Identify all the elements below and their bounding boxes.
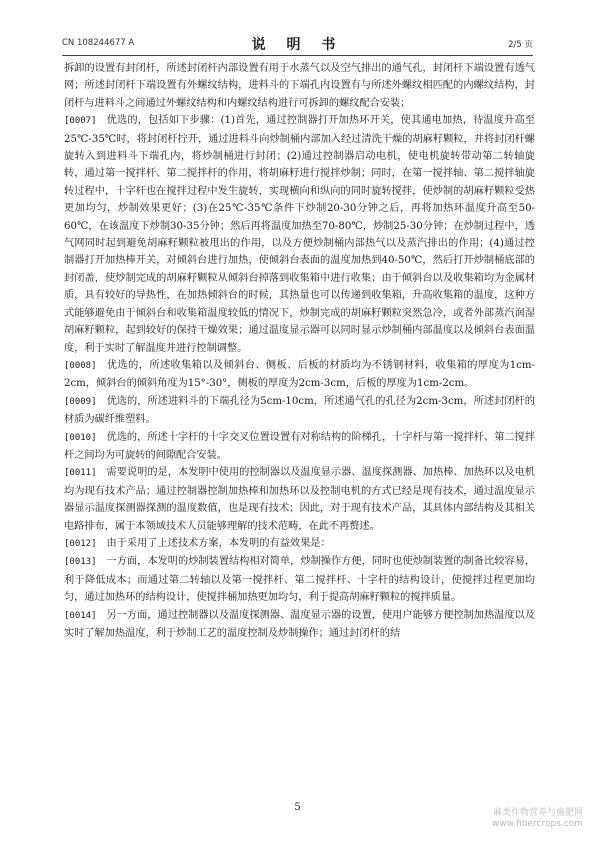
paragraph-0010 [64,429,535,465]
paragraph-number: [0014] [64,610,97,621]
paragraph-0008 [64,357,535,393]
paragraph-number: [0012] [64,538,97,549]
paragraph-0007 [64,112,535,357]
document-title: 说 明 书 [251,37,344,53]
paragraph-0011 [64,464,535,535]
paragraph-number: [0009] [64,396,97,407]
patent-number: CN 108244677 A [62,38,135,48]
paragraph-text: 优选的，所述进料斗的下端孔径为5cm-10cm，所述通气孔的孔径为2cm-3cm，所述封闭杆的材质为碳纤维塑料。 [64,395,535,426]
document-body [64,60,535,642]
paragraph-text: 优选的，所述收集箱以及倾斜台、侧板、后板的材质均为不锈钢材料，收集箱的厚度为1cm-2cm，倾斜台的倾斜角度为15°-30°，侧板的厚度为2cm-3cm，后板的厚度为1cm-2cm。 [64,359,535,390]
paragraph-text: 优选的，包括如下步骤：(1)首先，通过控制器打开加热环开关，使其通电加热，待温度升高至25℃-35℃时，将封闭杆拧开，通过进料斗向炒制桶内部加入经过清洗干燥的胡麻籽颗粒，并将封闭杆螺旋转入到进料斗下端孔内，将炒制桶进行封闭；(2)通过控制器启动电机，使电机旋转带动第二转轴旋转，通过第一搅拌杆、第二搅拌杆的作用，将胡麻籽进行搅拌炒制；同时，在第一搅拌轴、第二搅拌轴旋转过程中，十字杆也在搅拌过程中发生旋转，实现横向和纵向的同时旋转搅拌，使炒制的胡麻籽颗粒受热更加均匀，炒制效果更好；(3)在25℃-35℃条件下炒制20-30分钟之后，再将加热环温度升高至50-60℃，在该温度下炒制30-35分钟；然后再将温度加热至70-80℃，炒制25-30分钟；在炒制过程中，透气网同时起到避免胡麻籽颗粒被甩出的作用，以及方便炒制桶内部热气以及蒸汽排出的作用；(4)通过控制器打开加热棒开关，对倾斜台进行加热，使倾斜台表面的温度加热到40-50℃，然后打开炒制桶底部的封闭盖，使炒制完成的胡麻籽颗粒从倾斜台掉落到收集箱中进行收集；由于倾斜台以及收集箱均为金属材质，具有较好的导热性，在加热倾斜台的时候，其热量也可以传递到收集箱，升高收集箱的温度，这种方式能够避免由于倾斜台和收集箱温度较低的情况下，炒制完成的胡麻籽颗粒突然急冷，或者外部蒸汽润湿胡麻籽颗粒，起到较好的保持干燥效果；通过温度显示器可以同时显示炒制桶内部温度以及倾斜台表面温度，利于实时了解温度并进行控制调整。 [64,115,535,354]
page-indicator: 2/5 页 [508,40,533,50]
page-number: 5 [294,802,301,813]
paragraph-0009 [64,393,535,429]
site-watermark [492,808,583,830]
paragraph-text: 需要说明的是，本发明中使用的控制器以及温度显示器、温度探测器、加热棒、加热环以及电机均为现有技术产品；通过控制器控制加热棒和加热环以及控制电机的方式已经是现有技术，通过温度显示器显示温度探测器探测的温度数值，也是现有技术；因此，对于现有技术产品，其具体内部结构及其相关电路排布，属于本领域技术人员能够理解的技术范畴，在此不再赘述。 [64,467,535,532]
paragraph-text: 由于采用了上述技术方案，本发明的有益效果是： [106,537,331,549]
paragraph-text: 拆卸的设置有封闭杆，所述封闭杆内部设置有用于水蒸气以及空气排出的通气孔，封闭杆下端设置有透气网；所述封闭杆下端设置有外螺纹结构，进料斗的下端孔内设置有与所述外螺纹相匹配的内螺纹结构，封闭杆与进料斗之间通过外螺纹结构和内螺纹结构进行可拆卸的螺纹配合安装； [64,63,535,109]
paragraph-number: [0013] [64,557,97,568]
paragraph-number: [0007] [64,116,97,127]
page-header [62,34,533,54]
paragraph-number: [0011] [64,468,97,479]
paragraph-0012 [64,535,535,553]
watermark-title: 麻类作物营养与施肥网 [492,808,583,818]
paragraph-number: [0010] [64,432,97,443]
paragraph-continued [64,60,535,112]
header-divider [62,55,533,56]
paragraph-0013 [64,553,535,606]
paragraph-number: [0008] [64,360,97,371]
paragraph-text: 一方面，本发明的炒制装置结构相对简单，炒制操作方便，同时也使炒制装置的制备比较容易，利于降低成本；而通过第二转轴以及第一搅拌杆、第二搅拌杆、十字杆的结构设计，使搅拌过程更加均匀，通过加热环的结构设计，使搅拌桶加热更加均匀，利于提高胡麻籽颗粒的搅拌质量。 [64,556,535,604]
paragraph-text: 另一方面，通过控制器以及温度探测器、温度显示器的设置，使用户能够方便控制加热温度以及实时了解加热温度，利于炒制工艺的温度控制及炒制操作；通过封闭杆的结 [64,609,535,639]
paragraph-text: 优选的，所述十字杆的十字交叉位置设置有对称结构的阶梯孔，十字杆与第一搅拌杆、第二搅拌杆之间均为可旋转的间隙配合安装。 [64,431,535,461]
watermark-url: www.fibercrops.com [492,819,583,829]
paragraph-0014 [64,607,535,643]
